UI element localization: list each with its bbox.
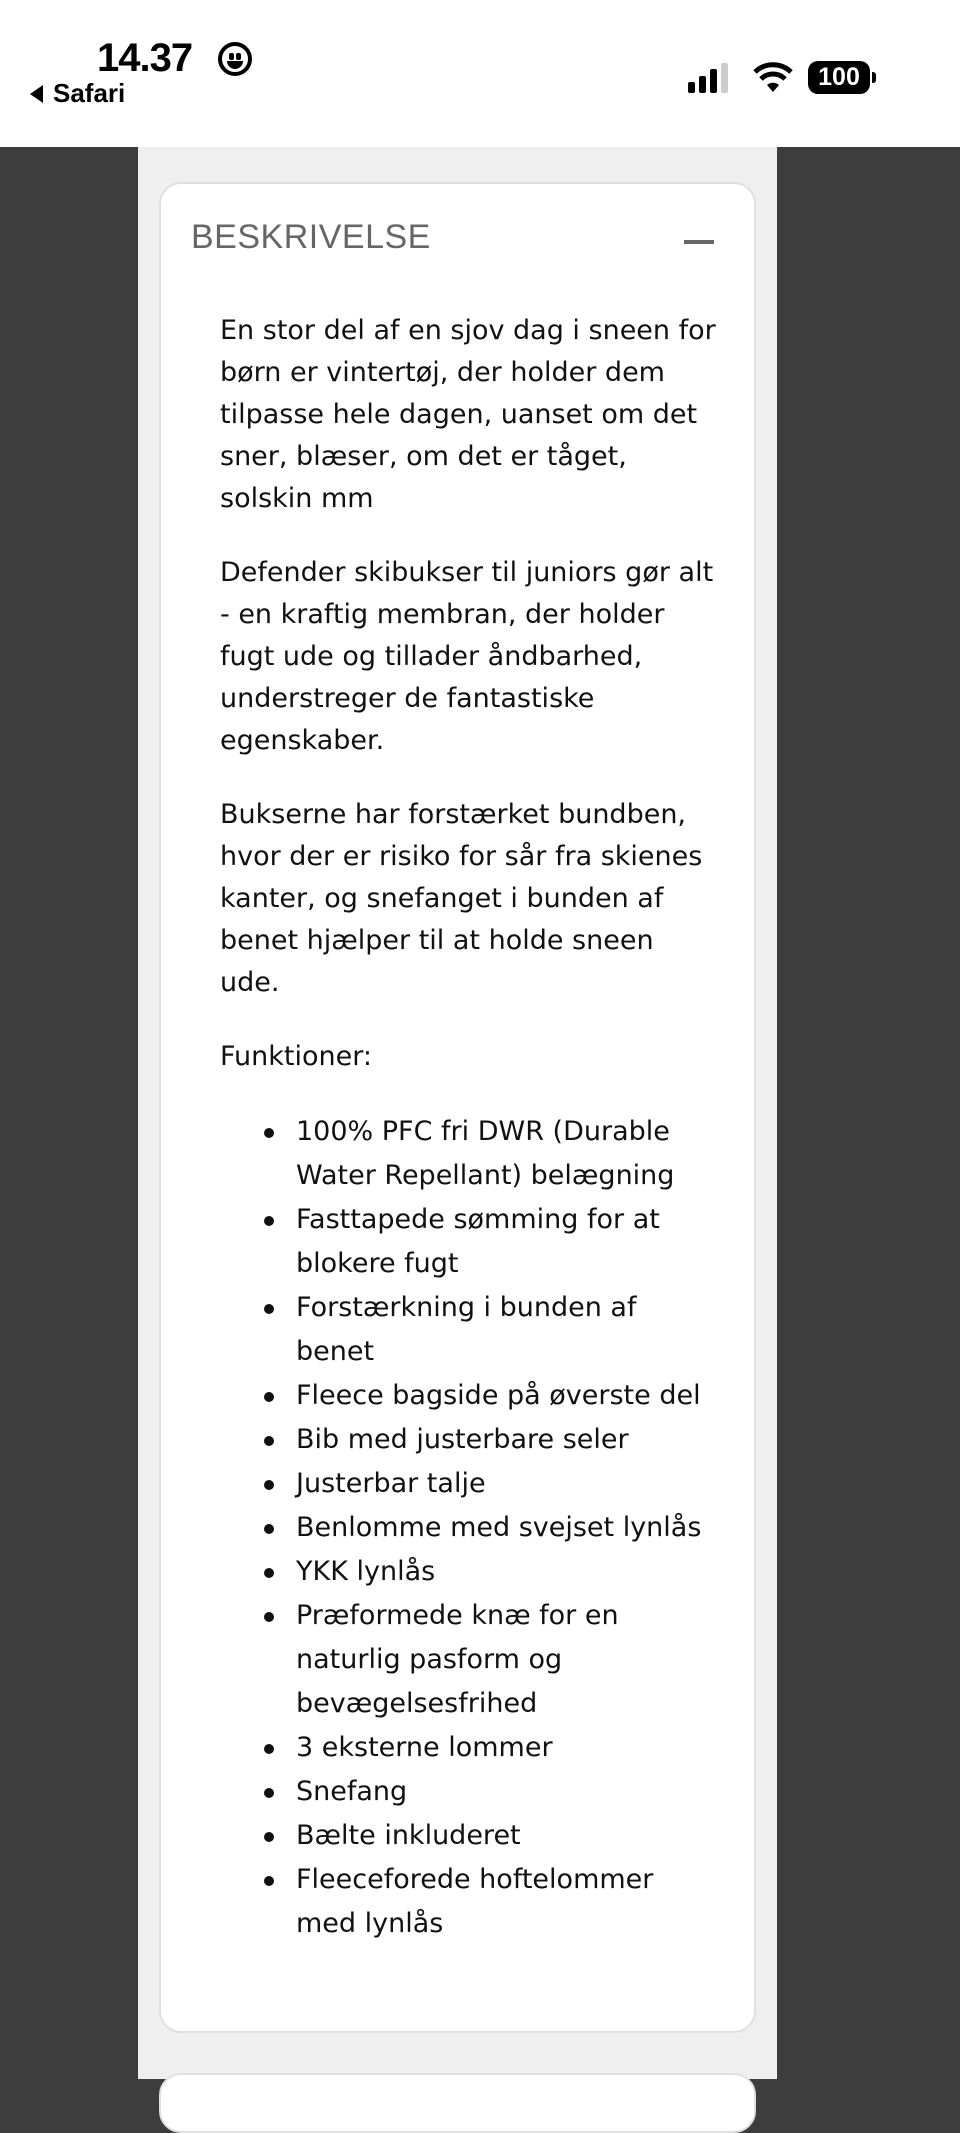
smiley-icon [218,42,252,76]
feature-line: Snefang [296,1776,408,1807]
back-arrow-icon [30,85,43,103]
paragraph-line: understreger de fantastiske [220,683,595,714]
paragraph-line: Bukserne har forstærket bundben, [220,799,687,830]
feature-line: Forstærkning i bunden af [296,1292,637,1323]
collapse-minus-icon[interactable] [684,240,714,244]
wifi-icon [752,62,794,94]
paragraph-line: hvor der er risiko for sår fra skienes [220,841,703,872]
description-paragraph [220,1036,720,1078]
feature-line: Bib med justerbare seler [296,1424,629,1455]
paragraph-line: Defender skibukser til juniors gør alt [220,557,714,588]
paragraph-line: sner, blæser, om det er tåget, [220,441,627,472]
feature-item [220,1594,720,1726]
back-label: Safari [53,78,126,108]
feature-item [220,1770,720,1814]
paragraph-line: tilpasse hele dagen, uanset om det [220,399,698,430]
feature-item [220,1506,720,1550]
description-accordion [159,182,756,2033]
feature-line: Præformede knæ for en [296,1600,619,1631]
feature-line: 3 eksterne lommer [296,1732,553,1763]
paragraph-line: kanter, og snefanget i bunden af [220,883,664,914]
feature-item [220,1286,720,1374]
status-bar [0,0,960,147]
description-paragraph [220,310,720,520]
feature-line: Bælte inkluderet [296,1820,521,1851]
feature-item [220,1858,720,1946]
feature-line: Fasttapede sømming for at [296,1204,660,1235]
paragraph-line: benet hjælper til at holde sneen [220,925,654,956]
next-accordion[interactable] [159,2073,756,2133]
description-paragraph [220,794,720,1004]
description-body [220,310,720,1946]
feature-item [220,1374,720,1418]
feature-line: med lynlås [296,1908,444,1939]
feature-list [220,1110,720,1946]
description-paragraph [220,552,720,762]
feature-line: blokere fugt [296,1248,459,1279]
accordion-title[interactable]: BESKRIVELSE [191,218,431,256]
paragraph-line: solskin mm [220,483,374,514]
feature-line: 100% PFC fri DWR (Durable [296,1116,670,1147]
feature-item [220,1418,720,1462]
feature-item [220,1198,720,1286]
feature-item [220,1110,720,1198]
feature-line: YKK lynlås [296,1556,436,1587]
paragraph-line: fugt ude og tillader åndbarhed, [220,641,643,672]
feature-line: benet [296,1336,375,1367]
paragraph-line: egenskaber. [220,725,385,756]
paragraph-line: En stor del af en sjov dag i sneen for [220,315,716,346]
feature-line: Justerbar talje [296,1468,486,1499]
feature-item [220,1550,720,1594]
feature-line: Water Repellant) belægning [296,1160,675,1191]
feature-line: naturlig pasform og [296,1644,563,1675]
clock: 14.37 [97,36,193,80]
paragraph-line: børn er vintertøj, der holder dem [220,357,665,388]
paragraph-line: - en kraftig membran, der holder [220,599,665,630]
feature-line: Benlomme med svejset lynlås [296,1512,702,1543]
feature-line: Fleece bagside på øverste del [296,1380,701,1411]
cellular-signal-icon [688,63,738,93]
battery-icon: 100 [808,61,870,94]
feature-item [220,1814,720,1858]
feature-item [220,1726,720,1770]
feature-item [220,1462,720,1506]
page-content [138,147,777,2079]
feature-line: bevægelsesfrihed [296,1688,538,1719]
feature-line: Fleeceforede hoftelommer [296,1864,654,1895]
back-to-safari-button[interactable] [30,78,125,109]
paragraph-line: ude. [220,967,280,998]
paragraph-line: Funktioner: [220,1041,372,1072]
